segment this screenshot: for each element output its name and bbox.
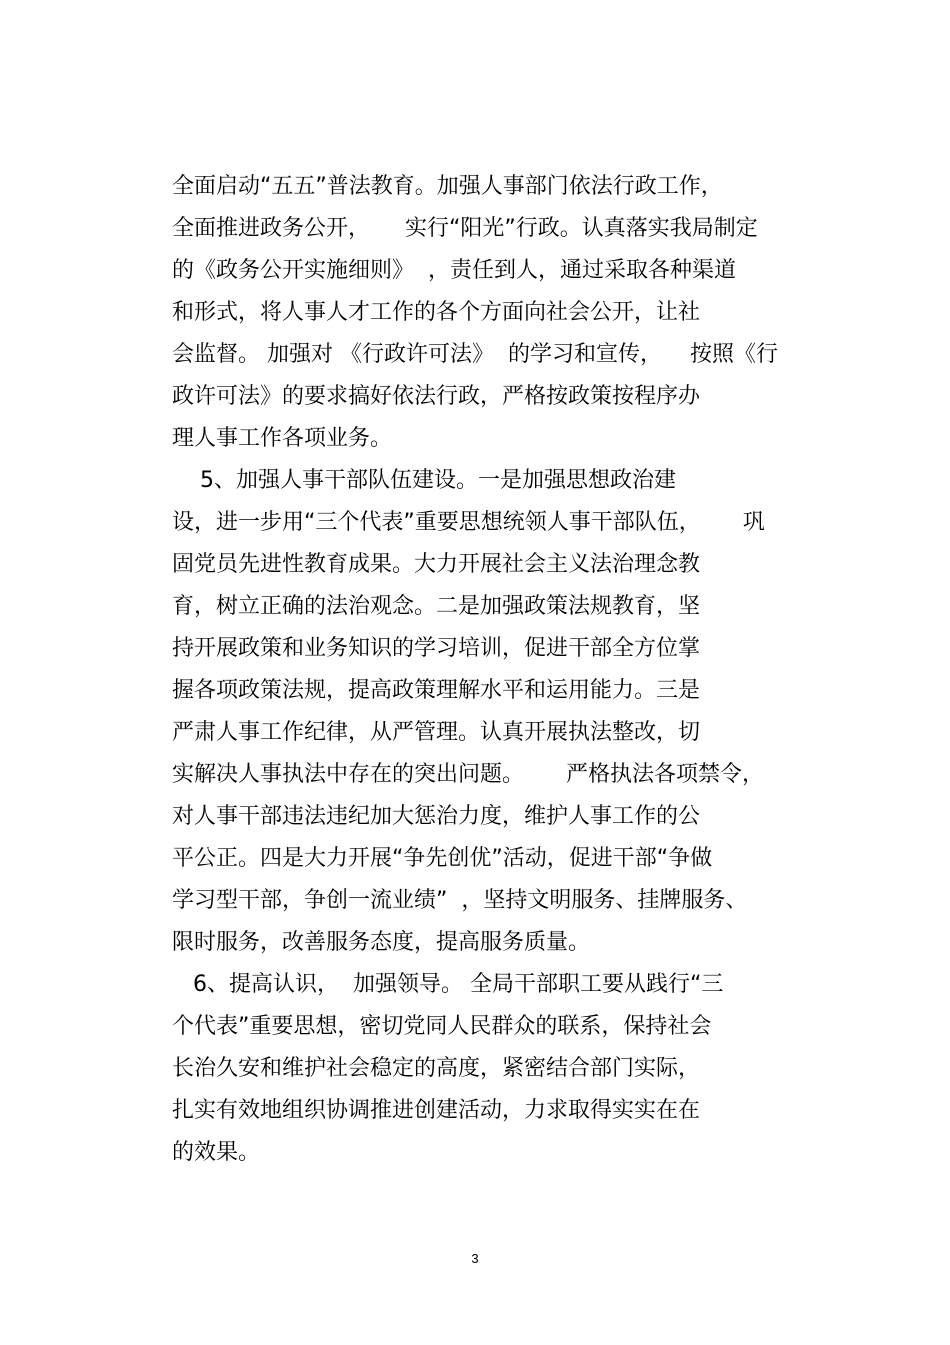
text-line-10: 固党员先进性教育成果。大力开展社会主义法治理念教 — [172, 552, 701, 577]
text-line-4: 和形式，将人事人才工作的各个方面向社会公开，让社 — [172, 300, 701, 325]
text-line-20: 6、提高认识， 加强领导。 全局干部职工要从践行“三 — [172, 972, 724, 997]
text-line-12: 持开展政策和业务知识的学习培训，促进干部全方位掌 — [172, 636, 701, 661]
text-line-2: 全面推进政务公开， 实行“阳光”行政。认真落实我局制定 — [172, 216, 758, 241]
text-line-14: 严肃人事工作纪律，从严管理。认真开展执法整改，切 — [172, 720, 701, 745]
text-line-15: 实解决人事执法中存在的突出问题。 严格执法各项禁令， — [172, 762, 764, 787]
text-line-24: 的效果。 — [172, 1140, 261, 1165]
text-line-23: 扎实有效地组织协调推进创建活动，力求取得实实在在 — [172, 1098, 701, 1123]
text-line-13: 握各项政策法规，提高政策理解水平和运用能力。三是 — [172, 678, 701, 703]
page-number: 3 — [471, 1251, 479, 1266]
text-line-16: 对人事干部违法违纪加大惩治力度，维护人事工作的公 — [172, 804, 701, 829]
text-line-1: 全面启动“五五”普法教育。加强人事部门依法行政工作， — [172, 174, 723, 199]
text-line-19: 限时服务，改善服务态度，提高服务质量。 — [172, 930, 591, 955]
text-line-8: 5、加强人事干部队伍建设。一是加强思想政治建 — [172, 468, 676, 493]
text-line-3: 的《政务公开实施细则》 ，责任到人，通过采取各种渠道 — [172, 258, 736, 283]
text-line-6: 政许可法》的要求搞好依法行政，严格按政策按程序办 — [172, 384, 701, 409]
text-line-18: 学习型干部，争创一流业绩” ，坚持文明服务、挂牌服务、 — [172, 888, 748, 913]
text-line-5: 会监督。 加强对 《行政许可法》 的学习和宣传， 按照《行 — [172, 342, 778, 367]
text-line-9: 设，进一步用“三个代表”重要思想统领人事干部队伍， 巩 — [172, 510, 765, 535]
text-line-21: 个代表”重要思想，密切党同人民群众的联系，保持社会 — [172, 1014, 712, 1039]
text-line-22: 长治久安和维护社会稳定的高度，紧密结合部门实际， — [172, 1056, 701, 1081]
text-line-17: 平公正。四是大力开展“争先创优”活动，促进干部“争做 — [172, 846, 713, 871]
text-line-11: 育，树立正确的法治观念。二是加强政策法规教育，坚 — [172, 594, 701, 619]
text-line-7: 理人事工作各项业务。 — [172, 426, 393, 451]
